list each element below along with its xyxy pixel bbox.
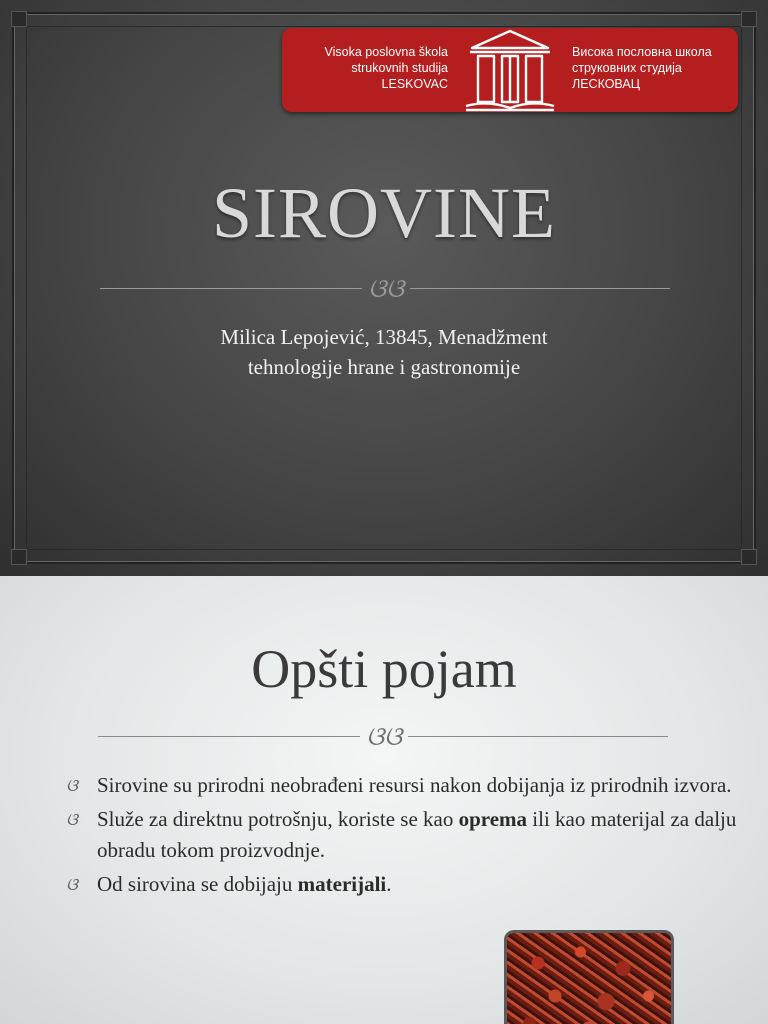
logo-line: Visoka poslovna škola (324, 45, 448, 59)
bullet-text (97, 807, 736, 862)
bullet-text-part: Služe za direktnu potrošnju, koriste se kao (97, 807, 459, 831)
logo-line: ЛЕСКОВАЦ (572, 77, 640, 91)
spice-photo (504, 930, 674, 1024)
frame-corner (11, 11, 27, 27)
bullet-text-part: Od sirovina se dobijaju (97, 872, 298, 896)
frame-corner (741, 11, 757, 27)
list-item (66, 804, 746, 866)
bullet-bold-term: materijali (297, 872, 387, 896)
logo-text-latin (296, 44, 448, 92)
bullet-ornament-icon: ଓ (66, 776, 78, 795)
bullet-text (97, 872, 392, 896)
bullet-ornament-icon: ଓ (66, 810, 78, 829)
bullet-list (66, 770, 746, 903)
bullet-text-part: . (386, 872, 392, 896)
frame-corner (11, 549, 27, 565)
bullet-text (97, 773, 732, 797)
frame-corner (741, 549, 757, 565)
slide-subtitle (0, 322, 768, 382)
list-item (66, 869, 746, 900)
bullet-bold-term: oprema (458, 807, 528, 831)
ornament-icon: ଓଓ (368, 274, 404, 304)
bullet-text-part: ili kao materijal za dalju obradu tokom proizvodnje. (97, 807, 737, 862)
slide-title: SIROVINE (212, 173, 556, 253)
slide-title: Opšti pojam (251, 639, 517, 699)
ornament-divider (98, 722, 668, 752)
logo-line: strukovnih studija (351, 61, 448, 75)
ornament-icon: ଓଓ (366, 722, 402, 752)
bullet-text-part: Sirovine su prirodni neobrađeni resursi nakon dobijanja iz prirodnih izvora. (97, 773, 732, 797)
logo-line: Висока пословна школа (572, 45, 712, 59)
logo-line: струковних студија (572, 61, 682, 75)
logo-text-cyrillic (572, 44, 732, 92)
divider-line-left (98, 736, 360, 737)
list-item (66, 770, 746, 801)
bullet-ornament-icon: ଓ (66, 875, 78, 894)
divider-line-left (100, 288, 362, 289)
subtitle-line: tehnologije hrane i gastronomije (247, 355, 521, 379)
content-slide (0, 576, 768, 1024)
subtitle-line: Milica Lepojević, 13845, Menadžment (220, 325, 548, 349)
school-logo (282, 28, 738, 112)
logo-line: LESKOVAC (381, 77, 448, 91)
divider-line-right (410, 288, 670, 289)
building-columns-icon (462, 28, 558, 112)
ornament-divider (100, 274, 670, 304)
divider-line-right (408, 736, 668, 737)
